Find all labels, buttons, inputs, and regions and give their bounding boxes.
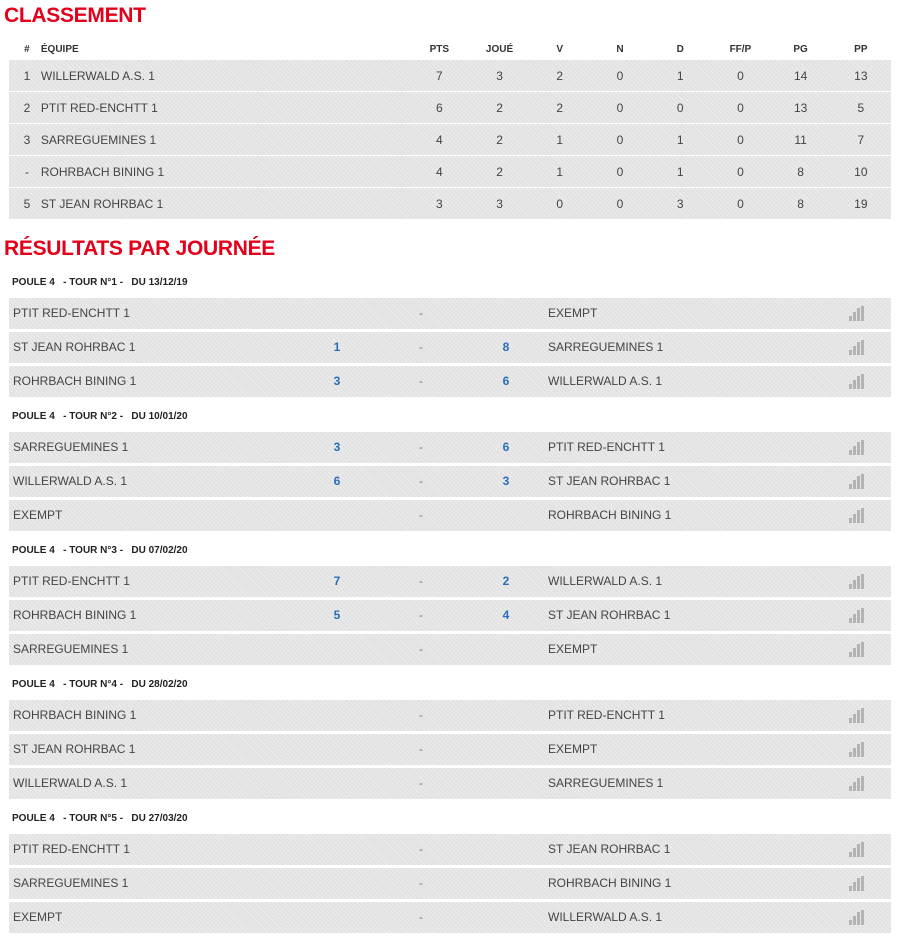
- score-separator: -: [419, 876, 423, 890]
- cell-pp: 19: [854, 196, 868, 211]
- bar-chart-icon[interactable]: [849, 876, 865, 891]
- home-score: 6: [333, 474, 341, 488]
- cell-forfeit: 0: [737, 196, 744, 211]
- away-score: 3: [502, 474, 510, 488]
- match-row[interactable]: [9, 834, 891, 865]
- bar-chart-icon[interactable]: [849, 574, 865, 589]
- cell-won: 2: [556, 100, 564, 115]
- header-pp: PP: [854, 43, 868, 55]
- cell-rank: 2: [23, 100, 31, 115]
- cell-pp: 7: [857, 132, 865, 147]
- home-score: 5: [333, 608, 341, 622]
- away-team[interactable]: PTIT RED-ENCHTT 1: [548, 708, 665, 722]
- cell-forfeit: 0: [737, 164, 744, 179]
- home-team[interactable]: ROHRBACH BINING 1: [13, 374, 137, 388]
- header-draw: N: [616, 43, 624, 55]
- away-team[interactable]: ROHRBACH BINING 1: [548, 876, 672, 890]
- match-row[interactable]: [9, 600, 891, 631]
- home-team[interactable]: PTIT RED-ENCHTT 1: [13, 842, 130, 856]
- bar-chart-icon[interactable]: [849, 910, 865, 925]
- score-separator: -: [419, 708, 423, 722]
- round-header: POULE 4 - TOUR N°1 - DU 13/12/19: [12, 277, 188, 288]
- match-row[interactable]: [9, 466, 891, 497]
- match-row[interactable]: [9, 500, 891, 531]
- home-team[interactable]: ST JEAN ROHRBAC 1: [13, 340, 136, 354]
- home-score: 3: [333, 440, 341, 454]
- cell-lost: 1: [676, 164, 684, 179]
- home-team[interactable]: SARREGUEMINES 1: [13, 876, 129, 890]
- cell-pg: 11: [794, 132, 807, 147]
- bar-chart-icon[interactable]: [849, 642, 865, 657]
- header-played: JOUÉ: [485, 43, 514, 55]
- bar-chart-icon[interactable]: [849, 742, 865, 757]
- header-forfeit: FF/P: [729, 43, 752, 55]
- cell-rank: 5: [23, 196, 31, 211]
- score-separator: -: [419, 474, 423, 488]
- cell-draw: 0: [616, 100, 624, 115]
- score-separator: -: [419, 608, 423, 622]
- cell-lost: 0: [676, 100, 684, 115]
- home-team[interactable]: ROHRBACH BINING 1: [13, 608, 137, 622]
- results-title: RÉSULTATS PAR JOURNÉE: [4, 237, 275, 260]
- away-team[interactable]: ST JEAN ROHRBAC 1: [548, 842, 671, 856]
- round-header: POULE 4 - TOUR N°5 - DU 27/03/20: [12, 813, 188, 824]
- away-team[interactable]: PTIT RED-ENCHTT 1: [548, 440, 665, 454]
- bar-chart-icon[interactable]: [849, 374, 865, 389]
- cell-pts: 7: [435, 68, 443, 83]
- header-lost: D: [676, 43, 684, 55]
- away-team[interactable]: WILLERWALD A.S. 1: [548, 574, 663, 588]
- header-pts: PTS: [429, 43, 450, 55]
- home-score: 3: [333, 374, 341, 388]
- cell-played: 2: [496, 100, 503, 115]
- match-row[interactable]: [9, 366, 891, 397]
- cell-pp: 13: [854, 68, 868, 83]
- round-header: POULE 4 - TOUR N°4 - DU 28/02/20: [12, 679, 188, 690]
- cell-won: 0: [556, 196, 564, 211]
- table-row: [9, 156, 891, 188]
- bar-chart-icon[interactable]: [849, 474, 865, 489]
- match-row[interactable]: [9, 734, 891, 765]
- round-header: POULE 4 - TOUR N°2 - DU 10/01/20: [12, 411, 188, 422]
- home-team[interactable]: WILLERWALD A.S. 1: [13, 776, 128, 790]
- cell-draw: 0: [616, 196, 624, 211]
- away-score: 4: [502, 608, 510, 622]
- cell-forfeit: 0: [737, 68, 744, 83]
- cell-team[interactable]: WILLERWALD A.S. 1: [40, 68, 155, 83]
- standings-header-row: [9, 38, 891, 60]
- bar-chart-icon[interactable]: [849, 708, 865, 723]
- cell-pg: 8: [797, 164, 804, 179]
- home-score: 1: [333, 340, 341, 354]
- cell-pts: 6: [435, 100, 443, 115]
- match-row[interactable]: [9, 332, 891, 363]
- home-team[interactable]: SARREGUEMINES 1: [13, 642, 129, 656]
- cell-lost: 1: [676, 68, 684, 83]
- cell-won: 2: [556, 68, 564, 83]
- away-score: 2: [502, 574, 510, 588]
- match-row[interactable]: [9, 634, 891, 665]
- score-separator: -: [419, 842, 423, 856]
- standings-body: [9, 60, 891, 220]
- cell-team[interactable]: ROHRBACH BINING 1: [40, 164, 165, 179]
- bar-chart-icon[interactable]: [849, 508, 865, 523]
- header-pg: PG: [793, 43, 808, 55]
- match-row[interactable]: [9, 298, 891, 329]
- cell-team[interactable]: ST JEAN ROHRBAC 1: [40, 196, 164, 211]
- cell-won: 1: [556, 164, 564, 179]
- cell-lost: 1: [676, 132, 684, 147]
- away-score: 8: [502, 340, 510, 354]
- cell-played: 3: [496, 68, 503, 83]
- match-row[interactable]: [9, 902, 891, 933]
- match-row[interactable]: [9, 566, 891, 597]
- cell-draw: 0: [616, 68, 624, 83]
- score-separator: -: [419, 306, 423, 320]
- header-won: V: [556, 43, 564, 55]
- score-separator: -: [419, 340, 423, 354]
- cell-rank: 1: [23, 68, 31, 83]
- score-separator: -: [419, 776, 423, 790]
- away-team[interactable]: SARREGUEMINES 1: [548, 340, 664, 354]
- bar-chart-icon[interactable]: [849, 440, 865, 455]
- score-separator: -: [419, 440, 423, 454]
- home-team[interactable]: EXEMPT: [13, 910, 63, 924]
- away-team[interactable]: EXEMPT: [548, 742, 598, 756]
- cell-team[interactable]: SARREGUEMINES 1: [40, 132, 157, 147]
- table-row: [9, 124, 891, 156]
- bar-chart-icon[interactable]: [849, 776, 865, 791]
- home-score: 7: [333, 574, 341, 588]
- cell-draw: 0: [616, 164, 624, 179]
- header-team: ÉQUIPE: [40, 43, 79, 55]
- cell-rank: -: [24, 164, 29, 179]
- cell-pg: 13: [793, 100, 808, 115]
- cell-pp: 5: [857, 100, 865, 115]
- away-team[interactable]: ROHRBACH BINING 1: [548, 508, 672, 522]
- cell-played: 2: [496, 164, 503, 179]
- cell-pts: 4: [435, 164, 443, 179]
- cell-won: 1: [556, 132, 564, 147]
- match-row[interactable]: [9, 768, 891, 799]
- cell-team[interactable]: PTIT RED-ENCHTT 1: [40, 100, 158, 115]
- cell-pts: 3: [435, 196, 443, 211]
- home-team[interactable]: ST JEAN ROHRBAC 1: [13, 742, 136, 756]
- away-team[interactable]: WILLERWALD A.S. 1: [548, 374, 663, 388]
- home-team[interactable]: SARREGUEMINES 1: [13, 440, 129, 454]
- home-team[interactable]: PTIT RED-ENCHTT 1: [13, 574, 130, 588]
- standings-title: CLASSEMENT: [4, 4, 146, 27]
- home-team[interactable]: ROHRBACH BINING 1: [13, 708, 137, 722]
- home-team[interactable]: PTIT RED-ENCHTT 1: [13, 306, 130, 320]
- home-team[interactable]: EXEMPT: [13, 508, 63, 522]
- away-team[interactable]: SARREGUEMINES 1: [548, 776, 664, 790]
- away-team[interactable]: WILLERWALD A.S. 1: [548, 910, 663, 924]
- cell-draw: 0: [616, 132, 624, 147]
- cell-forfeit: 0: [737, 100, 744, 115]
- cell-rank: 3: [23, 132, 31, 147]
- match-row[interactable]: [9, 868, 891, 899]
- bar-chart-icon[interactable]: [849, 608, 865, 623]
- table-row: [9, 60, 891, 92]
- score-separator: -: [419, 742, 423, 756]
- cell-pts: 4: [435, 132, 443, 147]
- away-team[interactable]: ST JEAN ROHRBAC 1: [548, 474, 671, 488]
- bar-chart-icon[interactable]: [849, 340, 865, 355]
- cell-played: 2: [496, 132, 503, 147]
- home-team[interactable]: WILLERWALD A.S. 1: [13, 474, 128, 488]
- score-separator: -: [419, 910, 423, 924]
- score-separator: -: [419, 508, 423, 522]
- away-score: 6: [502, 440, 510, 454]
- away-team[interactable]: ST JEAN ROHRBAC 1: [548, 608, 671, 622]
- bar-chart-icon[interactable]: [849, 842, 865, 857]
- cell-played: 3: [496, 196, 503, 211]
- away-score: 6: [502, 374, 510, 388]
- cell-lost: 3: [676, 196, 684, 211]
- cell-pg: 14: [793, 68, 808, 83]
- match-row[interactable]: [9, 700, 891, 731]
- table-row: [9, 188, 891, 220]
- cell-forfeit: 0: [737, 132, 744, 147]
- round-header: POULE 4 - TOUR N°3 - DU 07/02/20: [12, 545, 188, 556]
- away-team[interactable]: EXEMPT: [548, 642, 598, 656]
- cell-pp: 10: [854, 164, 868, 179]
- match-row[interactable]: [9, 432, 891, 463]
- standings-table: [9, 38, 891, 220]
- score-separator: -: [419, 574, 423, 588]
- score-separator: -: [419, 374, 423, 388]
- header-rank: #: [24, 43, 30, 55]
- score-separator: -: [419, 642, 423, 656]
- bar-chart-icon[interactable]: [849, 306, 865, 321]
- cell-pg: 8: [797, 196, 804, 211]
- table-row: [9, 92, 891, 124]
- away-team[interactable]: EXEMPT: [548, 306, 598, 320]
